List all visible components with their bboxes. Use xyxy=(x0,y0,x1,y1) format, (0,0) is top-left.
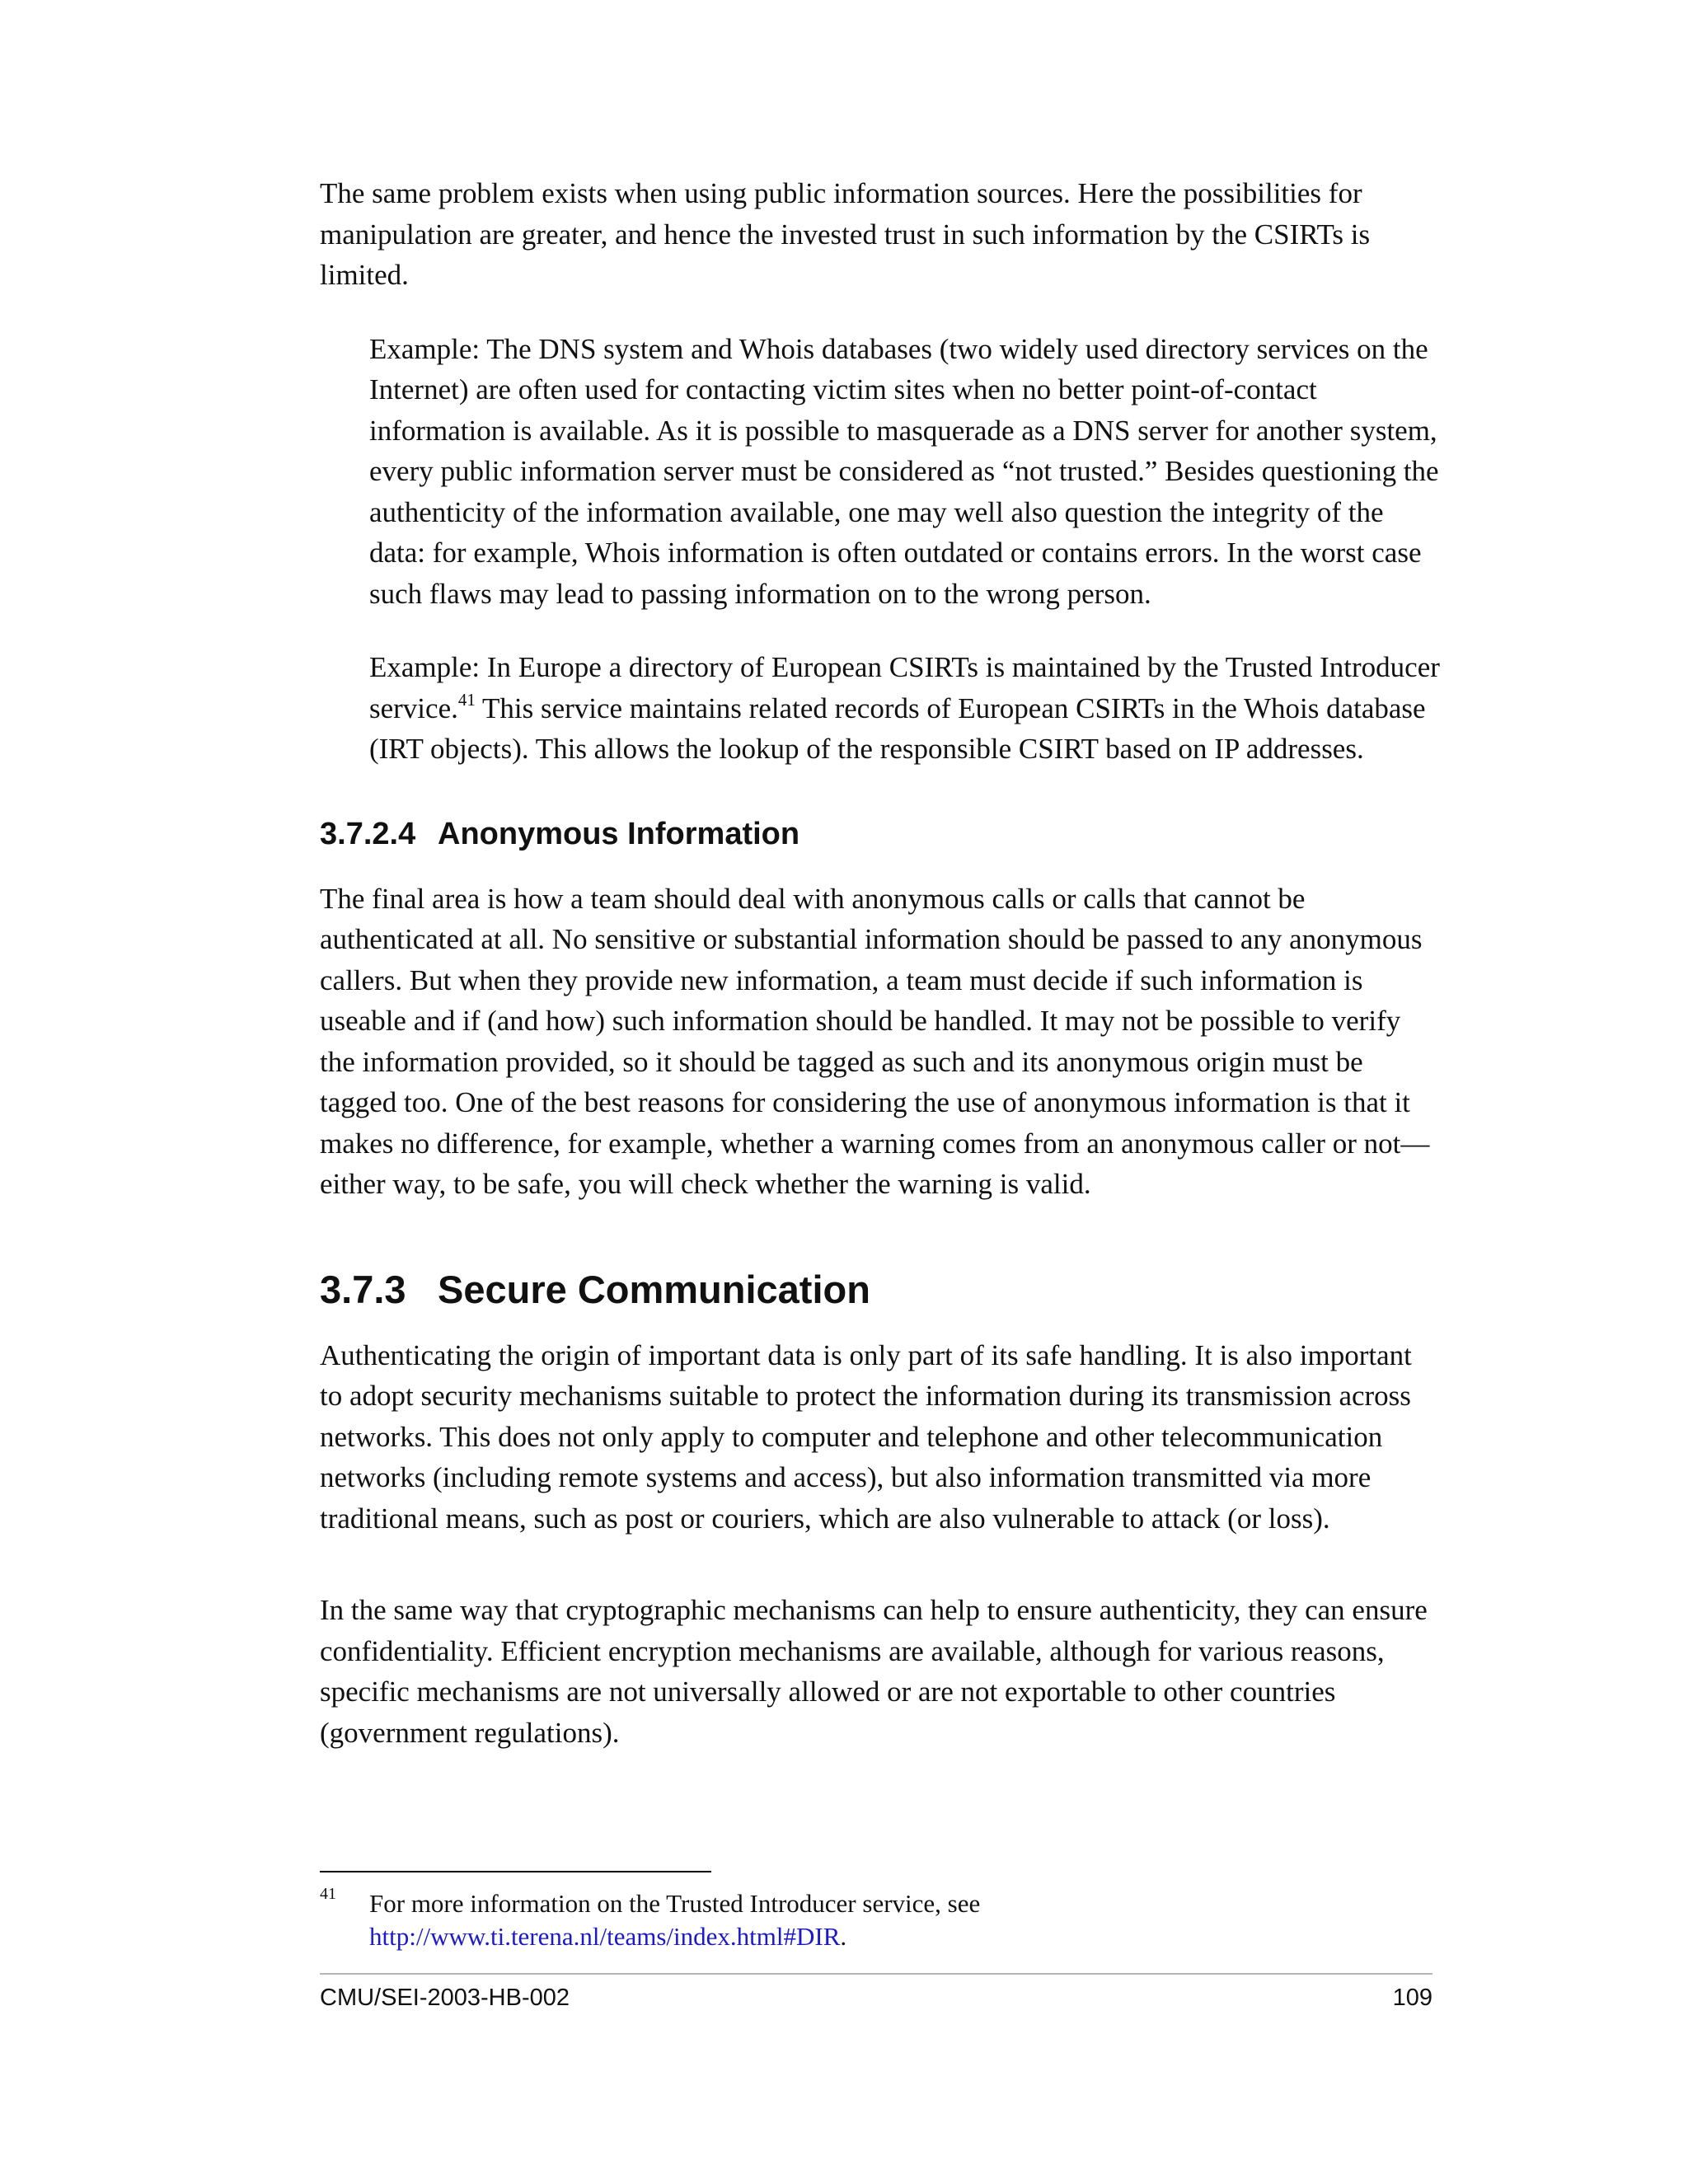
example-trusted-introducer xyxy=(369,647,1441,770)
section-heading-anonymous-information xyxy=(320,814,1441,854)
footer-document-id: CMU/SEI-2003-HB-002 xyxy=(320,1985,570,2011)
section-number: 3.7.3 xyxy=(320,1267,406,1311)
footnote-separator xyxy=(320,1871,711,1872)
section-number: 3.7.2.4 xyxy=(320,816,416,851)
paragraph-anonymous-information: The final area is how a team should deal with anonymous calls or calls that cannot be authenticated at all. No sensitive or substantial information should be passed to any anonymous callers. But when they provide new information, a team must decide if such information is useable and if (and how) such information should be handled. It may not be possible to verify the information provided, so it should be tagged as such and its anonymous origin must be tagged too. One of the best reasons for considering the use of anonymous information is that it makes no difference, for example, whether a warning comes from an anonymous caller or not—either way, to be safe, you will check whether the warning is valid. xyxy=(320,882,1430,1200)
footnote-text: For more information on the Trusted Introducer service, see xyxy=(369,1889,981,1918)
footnote-41 xyxy=(320,1887,1441,1953)
example-trusted-introducer-text: Example: In Europe a directory of European CSIRTs is maintained by the Trusted Introducer service. xyxy=(369,651,1440,724)
paragraph-cryptographic-mechanisms: In the same way that cryptographic mechanisms can help to ensure authenticity, they can ensure confidentiality. Efficient encryption mechanisms are available, although for various reasons, specific mechanisms are not universally allowed or are not exportable to other countries (government regulations). xyxy=(320,1594,1428,1749)
paragraph-public-sources: The same problem exists when using public information sources. Here the possibilities for manipulation are greater, and hence the invested trust in such information by the CSIRTs is limited. xyxy=(320,177,1371,291)
page-content xyxy=(320,173,1441,1753)
footer-divider xyxy=(320,1973,1432,1975)
section-heading-secure-communication xyxy=(320,1266,1441,1314)
footnote-reference[interactable]: 41 xyxy=(457,689,476,710)
example-trusted-introducer-text-cont: This service maintains related records of European CSIRTs in the Whois database (IRT objects). This allows the lookup of the responsible CSIRT based on IP addresses. xyxy=(369,691,1426,765)
section-title: Anonymous Information xyxy=(438,816,800,851)
footnote-body xyxy=(369,1887,1441,1953)
footnote-link[interactable]: http://www.ti.terena.nl/teams/index.html#DIR xyxy=(369,1922,841,1951)
paragraph-authenticating-origin: Authenticating the origin of important data is only part of its safe handling. It is also important to adopt security mechanisms suitable to protect the information during its transmission across networks. This does not only apply to computer and telephone and other telecommunication networks (including remote systems and access), but also information transmitted via more traditional means, such as post or couriers, which are also vulnerable to attack (or loss). xyxy=(320,1338,1412,1535)
footnote-trailing: . xyxy=(840,1922,847,1951)
page-footer xyxy=(320,1981,1432,2014)
footnote-mark: 41 xyxy=(320,1885,336,1903)
example-dns-whois: Example: The DNS system and Whois databases (two widely used directory services on the Internet) are often used for contacting victim sites when no better point-of-contact information is available. As it is possible to masquerade as a DNS server for another system, every public information server must be considered as “not trusted.” Besides questioning the authenticity of the information available, one may well also question the integrity of the data: for example, Whois information is often outdated or contains errors. In the worst case such flaws may lead to passing information on to the wrong person. xyxy=(369,332,1439,610)
section-title: Secure Communication xyxy=(438,1267,870,1311)
footer-page-number: 109 xyxy=(1392,1985,1432,2011)
